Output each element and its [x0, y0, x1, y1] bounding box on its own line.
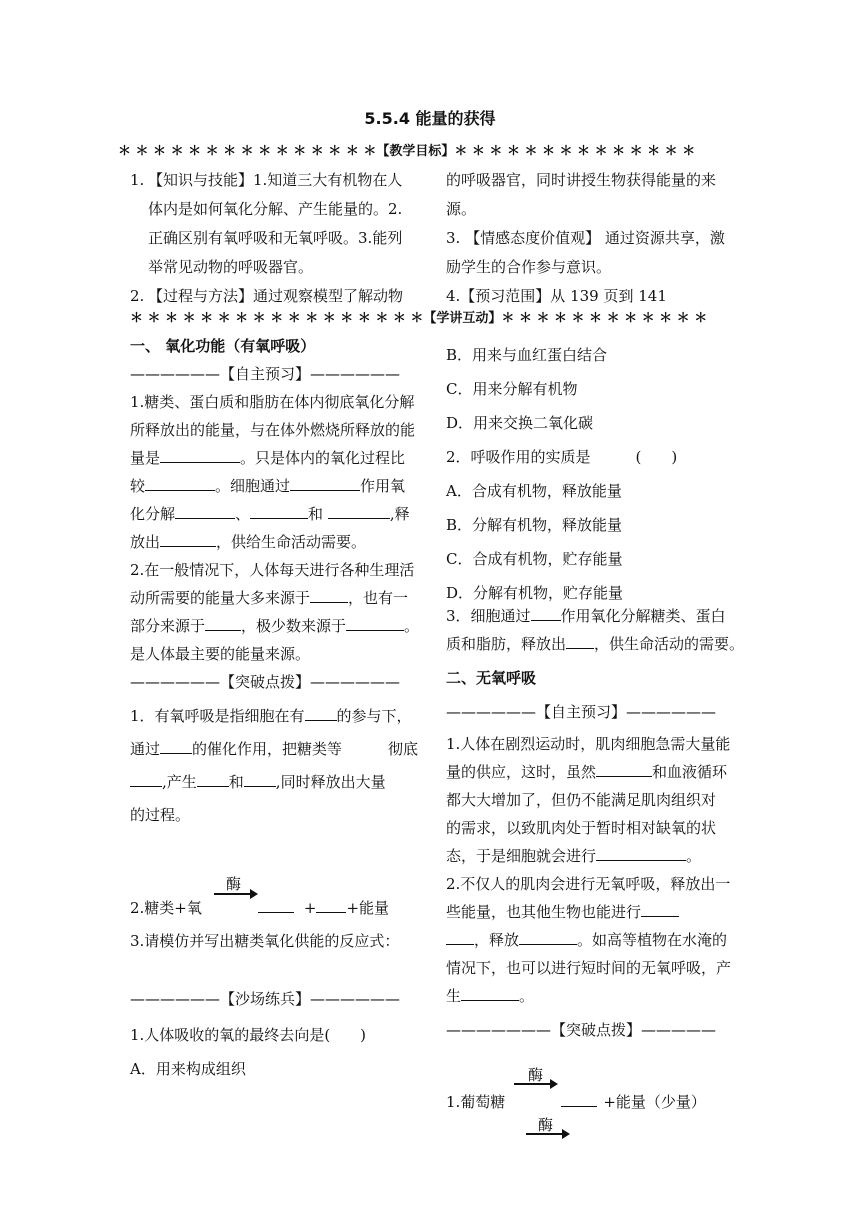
drill-option-c: C．用来分解有机物 [446, 380, 578, 398]
a2-text: 些能量，也其他生物也能进行 [446, 903, 642, 921]
eq-text: 1.葡萄糖 [446, 1093, 506, 1111]
page-title: 5.5.4 能量的获得 [364, 109, 496, 128]
enzyme-label: 酶 [528, 1066, 544, 1084]
blank[interactable] [250, 500, 308, 519]
drill-2-option-d: D．分解有机物，贮存能量 [446, 584, 624, 602]
b1-text: 和 [228, 773, 244, 791]
breakthrough-3: 3.请模仿并写出糖类氧化供能的反应式： [130, 932, 400, 950]
drill-2-option-a: A．合成有机物，释放能量 [446, 482, 622, 500]
blank[interactable] [446, 926, 474, 945]
q1-text: 作用氧 [360, 477, 406, 495]
blank[interactable] [205, 612, 241, 631]
drill-question-1: 1.人体吸收的氧的最终去向是( ) [130, 1026, 367, 1044]
a2-line: 情况下，也可以进行短时间的无氧呼吸，产 [446, 959, 732, 977]
goal-1-line: 【知识与技能】1.知道三大有机物在人 [148, 171, 403, 189]
blank[interactable] [160, 528, 216, 547]
section-heading-aerobic: 一、 氧化功能（有氧呼吸） [130, 337, 316, 355]
blank[interactable] [145, 472, 215, 491]
d3-text: ，供生命活动的需要。 [594, 635, 745, 653]
subheading-preview: ——————【自主预习】—————— [130, 365, 401, 383]
q1-text: 放出 [130, 533, 161, 551]
blank[interactable] [531, 602, 561, 621]
b1-text: 1．有氧呼吸是指细胞在有 [130, 707, 305, 725]
b1-text: ,产生 [162, 773, 197, 791]
q2-line: 是人体最主要的能量来源。 [130, 645, 311, 663]
blank[interactable] [310, 584, 348, 603]
a1-text: 量的供应，这时，虽然 [446, 763, 597, 781]
eq-text: +能量 [346, 899, 390, 917]
q1-text: 和 [308, 505, 324, 523]
goal-1-line: 正确区别有氧呼吸和无氧呼吸。3.能列 [148, 229, 403, 247]
goal-2-line: 【过程与方法】通过观察模型了解动物 [148, 287, 404, 305]
reaction-arrow [514, 1083, 556, 1085]
blank[interactable] [461, 982, 519, 1001]
a2-text: 生 [446, 987, 462, 1005]
a1-line: 都大大增加了，但仍不能满足肌肉组织对 [446, 791, 717, 809]
b1-text: 的过程。 [130, 806, 191, 824]
goal-2-number: 2. [130, 287, 145, 305]
d3-text: 3．细胞通过 [446, 607, 531, 625]
goal-4: 4.【预习范围】从 139 页到 141 [446, 287, 667, 305]
q2-text: 动所需要的能量大多来源于 [130, 589, 311, 607]
q1-text: ,释 [389, 505, 410, 523]
b1-text: 的参与下， [336, 707, 412, 725]
question-2 [130, 556, 420, 668]
a2-line: 2.不仅人的肌肉会进行无氧呼吸，释放出一 [446, 875, 731, 893]
anaerobic-equation-1 [446, 1088, 706, 1112]
a1-text: 和血液循环 [652, 763, 728, 781]
blank[interactable] [561, 1088, 597, 1107]
q1-text: ，供给生命活动需要。 [216, 533, 367, 551]
goal-2-cont: 源。 [446, 200, 477, 218]
q2-text: 部分来源于 [130, 617, 206, 635]
a1-text: 态，于是细胞就会进行 [446, 847, 597, 865]
b1-text: 的催化作用，把糖类等 [192, 740, 343, 758]
subheading-breakthrough-2: ———————【突破点拨】————— [446, 1021, 717, 1039]
a2-text: 。 [519, 987, 535, 1005]
a1-text: 。 [686, 847, 702, 865]
goal-2-cont: 的呼吸器官，同时讲授生物获得能量的来 [446, 171, 717, 189]
a2-text: ，释放 [474, 931, 520, 949]
blank[interactable] [305, 702, 337, 721]
a1-line: 的需求，以致肌肉处于暂时相对缺氧的状 [446, 819, 717, 837]
d3-text: 质和脂肪，释放出 [446, 635, 567, 653]
breakthrough-1 [130, 700, 420, 832]
q1-line: 1.糖类、蛋白质和脂肪在体内彻底氧化分解 [130, 393, 415, 411]
b1-text: ,同时释放出大量 [275, 773, 386, 791]
drill-question-2: 2．呼吸作用的实质是 ( ) [446, 448, 678, 466]
q2-text: ，极少数来源于 [241, 617, 347, 635]
goal-1-line: 体内是如何氧化分解、产生能量的。2. [148, 200, 403, 218]
q2-line: 2.在一般情况下，人体每天进行各种生理活 [130, 561, 415, 579]
drill-option-d: D．用来交换二氧化碳 [446, 414, 594, 432]
anaerobic-q2 [446, 870, 746, 1010]
eq-text: +能量（少量） [603, 1093, 706, 1111]
q2-text: ，也有一 [348, 589, 409, 607]
subheading-preview-2: ——————【自主预习】—————— [446, 703, 717, 721]
equation-2 [130, 894, 389, 918]
blank[interactable] [130, 768, 162, 787]
blank[interactable] [566, 630, 594, 649]
blank[interactable] [258, 894, 294, 913]
question-1 [130, 388, 420, 556]
goal-1-number: 1. [130, 171, 145, 189]
anaerobic-q1 [446, 730, 746, 870]
q1-text: 量是 [130, 449, 161, 467]
section-bar-teaching-goals: ＊ ＊ ＊ ＊ ＊ ＊ ＊ ＊ ＊ ＊ ＊ ＊ ＊ ＊ ＊【教学目标】＊ ＊ ＊ ＊ ＊ ＊ ＊ ＊ ＊ ＊ ＊ ＊ ＊ ＊ [118, 144, 696, 159]
drill-2-option-b: B．分解有机物，释放能量 [446, 516, 623, 534]
blank[interactable] [596, 842, 686, 861]
goals-left [130, 166, 420, 311]
blank[interactable] [175, 500, 235, 519]
section-heading-anaerobic: 二、无氧呼吸 [446, 669, 537, 687]
b1-text: 彻底 [388, 740, 419, 758]
drill-option-a: A．用来构成组织 [130, 1060, 246, 1078]
q1-text: 。只是体内的氧化过程比 [240, 449, 406, 467]
q1-line: 所释放出的能量，与在体外燃烧所释放的能 [130, 421, 416, 439]
blank[interactable] [641, 898, 679, 917]
blank[interactable] [160, 735, 192, 754]
subheading-drill: ——————【沙场练兵】—————— [130, 990, 401, 1008]
q2-text: 。 [404, 617, 420, 635]
blank[interactable] [160, 444, 240, 463]
drill-option-b: B．用来与血红蛋白结合 [446, 346, 608, 364]
drill-2-option-c: C．合成有机物，贮存能量 [446, 550, 623, 568]
right-column-2 [446, 602, 746, 1044]
blank[interactable] [519, 926, 577, 945]
a2-text: 。如高等植物在水淹的 [577, 931, 728, 949]
goal-1-line: 举常见动物的呼吸器官。 [148, 258, 314, 276]
section-bar-interaction: ＊ ＊ ＊ ＊ ＊ ＊ ＊ ＊ ＊ ＊ ＊ ＊ ＊ ＊ ＊ ＊ ＊【学讲互动】＊ ＊ ＊ ＊ ＊ ＊ ＊ ＊ ＊ ＊ ＊ ＊ [130, 311, 708, 326]
q1-text: 、 [235, 505, 251, 523]
blank[interactable] [316, 894, 346, 913]
reaction-arrow [526, 1133, 568, 1135]
b1-text: 通过 [130, 740, 161, 758]
eq-text: + [303, 899, 317, 917]
q1-text: 较 [130, 477, 146, 495]
goals-right [446, 166, 746, 311]
blank[interactable] [197, 768, 229, 787]
q1-text: 。细胞通过 [215, 477, 291, 495]
subheading-breakthrough: ——————【突破点拨】—————— [130, 673, 401, 691]
eq-text: 2.糖类+氧 [130, 899, 202, 917]
blank[interactable] [328, 500, 390, 519]
blank[interactable] [244, 768, 276, 787]
goal-3: 3. 【情感态度价值观】 通过资源共享，激 [446, 229, 725, 247]
left-column [130, 332, 420, 832]
enzyme-label: 酶 [226, 875, 242, 893]
blank[interactable] [290, 472, 360, 491]
d3-text: 作用氧化分解糖类、蛋白 [560, 607, 726, 625]
a1-line: 1.人体在剧烈运动时，肌肉细胞急需大量能 [446, 735, 731, 753]
blank[interactable] [346, 612, 404, 631]
q1-text: 化分解 [130, 505, 176, 523]
blank[interactable] [596, 758, 652, 777]
goal-3-cont: 励学生的合作参与意识。 [446, 258, 612, 276]
right-column [446, 338, 746, 610]
enzyme-label: 酶 [538, 1116, 554, 1134]
